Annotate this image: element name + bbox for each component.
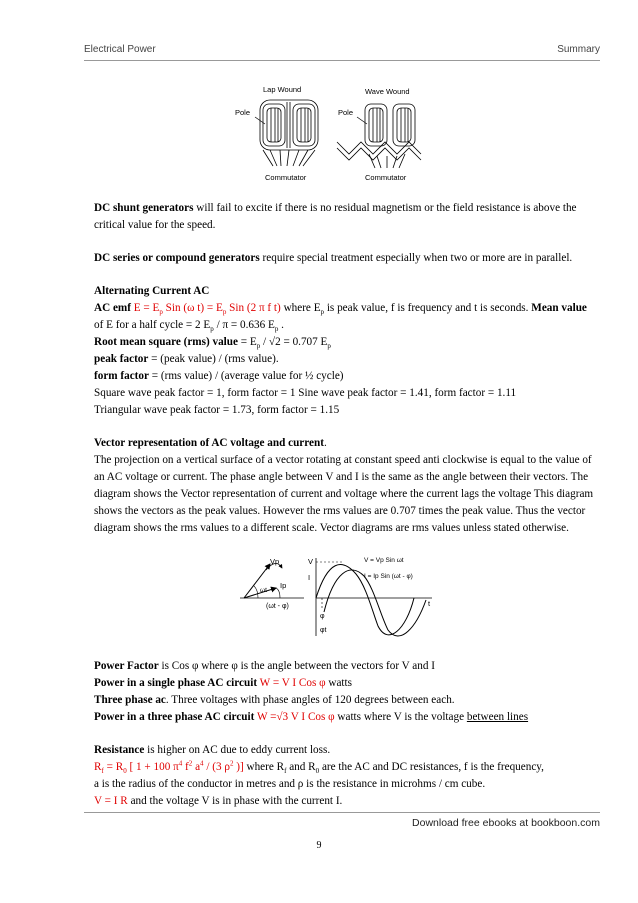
main-text-lower bbox=[94, 658, 594, 810]
ip-label: Ip bbox=[280, 581, 287, 590]
footer-rule bbox=[84, 812, 600, 813]
commutator-label-right: Commutator bbox=[365, 173, 407, 182]
page-number: 9 bbox=[316, 840, 322, 851]
pole-label-right: Pole bbox=[338, 108, 354, 117]
lap-wound-poles bbox=[260, 100, 318, 166]
resistance-line-2: a is the radius of the conductor in metres and ρ is the resistance in microhms / cm cube. bbox=[94, 778, 486, 790]
peak-factor-line: peak factor = (peak value) / (rms value). bbox=[94, 353, 279, 365]
header-rule bbox=[84, 60, 600, 61]
download-link[interactable]: Download free ebooks at bookboon.com bbox=[412, 817, 600, 829]
three-phase-line: Three phase ac. Three voltages with phase angles of 120 degrees between each. bbox=[94, 694, 455, 706]
para-shunt: DC shunt generators will fail to excite if there is no residual magnetism or the field resistance is above the critical value for the speed. bbox=[94, 202, 577, 231]
v-axis-label: V bbox=[308, 557, 314, 566]
ac-heading: Alternating Current AC bbox=[94, 285, 210, 297]
vector-paragraph: The projection on a vertical surface of a vector rotating at constant speed anti clockwise is equal to the value of an AC voltage or current. The phase angle between V and I is the same as the angle between their vectors. The diagram shows the Vector representation of current and voltage where the current lags the voltage This diagram shows the vectors as the peak values. However the rms values are 0.707 times the peak value. Thus the vector diagram shows the rms values to a different scale. Vector diagrams are rms values unless stated otherwise. bbox=[94, 454, 594, 534]
vp-label: Vp bbox=[270, 557, 280, 566]
phi-t-label: φt bbox=[320, 627, 327, 634]
wt-label: ωt bbox=[260, 587, 267, 594]
three-phase-power-line: Power in a three phase AC circuit W =√3 V I Cos φ watts where V is the voltage between lines bbox=[94, 711, 529, 723]
square-wave-line: Square wave peak factor = 1, form factor = 1 Sine wave peak factor = 1.41, form factor = 1.11 bbox=[94, 387, 517, 399]
armature-winding-figure bbox=[225, 82, 425, 188]
main-text-upper bbox=[94, 200, 594, 537]
wt-phi-label: (ωt - φ) bbox=[266, 603, 289, 610]
i-axis-label: I bbox=[308, 573, 311, 582]
lap-wound-title: Lap Wound bbox=[263, 85, 302, 94]
vector-heading: Vector representation of AC voltage and current. bbox=[94, 437, 327, 449]
form-factor-line: form factor = (rms value) / (average value for ½ cycle) bbox=[94, 370, 344, 382]
para-series: DC series or compound generators require special treatment especially when two or more are in parallel. bbox=[94, 252, 573, 264]
resistance-line: Resistance is higher on AC due to eddy current loss. bbox=[94, 744, 331, 756]
triangular-wave-line: Triangular wave peak factor = 1.73, form factor = 1.15 bbox=[94, 404, 340, 416]
vir-line: V = I R and the voltage V is in phase with the current I. bbox=[94, 795, 343, 807]
wave-wound-title: Wave Wound bbox=[365, 87, 410, 96]
resistance-formula-line: $R_f = R_0$ [ 1 + 100 $\pi^4$ $f^2$ $a^4 / (3$ $\rho^2$ )] where $R_f$ and $R_0$ are the AC and DC resistances, f is the frequency, bbox=[94, 759, 544, 776]
i-equation: I = Ip Sin (ωt - φ) bbox=[364, 573, 413, 580]
commutator-label-left: Commutator bbox=[265, 173, 307, 182]
single-phase-line: Power in a single phase AC circuit W = V I Cos φ watts bbox=[94, 677, 353, 689]
t-axis-label: t bbox=[428, 599, 431, 608]
header-right: Summary bbox=[557, 44, 600, 55]
v-equation: V = Vp Sin ωt bbox=[364, 557, 404, 564]
power-factor-line: Power Factor is Cos φ where φ is the angle between the vectors for V and I bbox=[94, 660, 435, 672]
ac-emf-line: AC emf $E = E_p$ Sin (ω $t) = E_p$ Sin (2 π f t) where $E_p$ is peak value, f is frequency and t is seconds. Mean value of E for a half cycle = 2 $E_p / \pi = 0.636$ $E_p$ . bbox=[94, 302, 587, 334]
phi-label: φ bbox=[320, 613, 325, 620]
pole-label-left: Pole bbox=[235, 108, 251, 117]
rms-line: Root mean square (rms) value = $E_p / √2 = 0.707$ $E_p$ bbox=[94, 336, 331, 351]
vector-wave-figure bbox=[236, 550, 436, 642]
header-left: Electrical Power bbox=[84, 44, 156, 55]
